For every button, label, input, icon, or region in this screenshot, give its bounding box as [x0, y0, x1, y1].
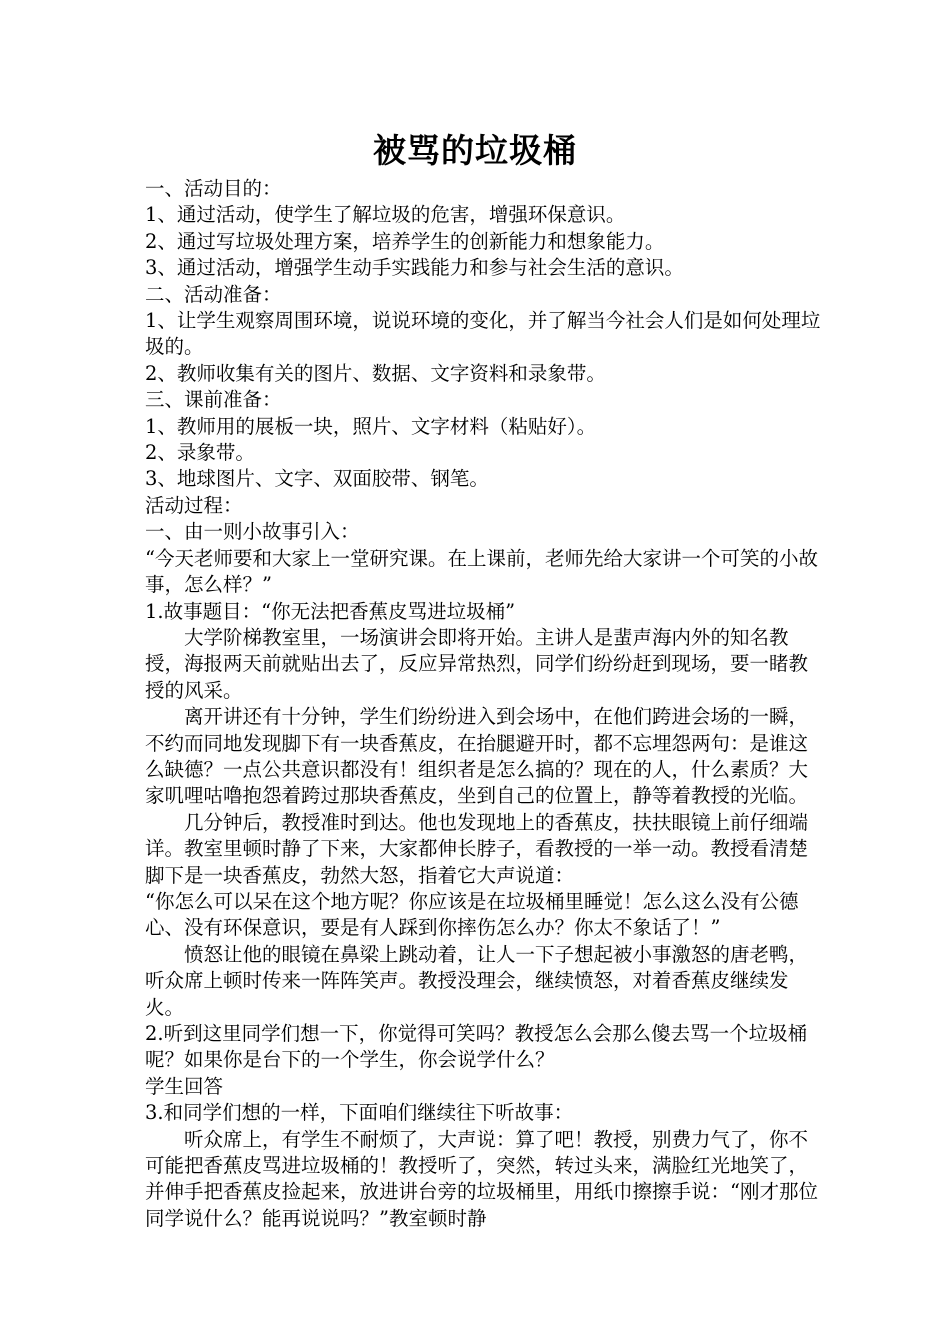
paragraph: 2.听到这里同学们想一下，你觉得可笑吗？教授怎么会那么傻去骂一个垃圾桶呢？如果你是台下的一个学生，你会说学什么？	[145, 1022, 808, 1072]
paragraph: 2、通过写垃圾处理方案，培养学生的创新能力和想象能力。	[145, 229, 665, 253]
paragraph: 活动过程：	[145, 493, 243, 517]
paragraph: 大学阶梯教室里，一场演讲会即将开始。主讲人是蜚声海内外的知名教授，海报两天前就贴出去了，反应异常热烈，同学们纷纷赶到现场，要一睹教授的风采。	[145, 625, 809, 702]
paragraph: 离开讲还有十分钟，学生们纷纷进入到会场中，在他们跨进会场的一瞬，不约而同地发现脚下有一块香蕉皮，在抬腿避开时，都不忘埋怨两句：是谁这么缺德？一点公共意识都没有！组织者是怎么搞的？现在的人，什么素质？大家叽哩咕噜抱怨着跨过那块香蕉皮，坐到自己的位置上，静等着教授的光临。	[145, 705, 809, 808]
paragraph: “你怎么可以呆在这个地方呢？你应该是在垃圾桶里睡觉！怎么这么没有公德心、没有环保意识，要是有人踩到你摔伤怎么办？你太不象话了！”	[145, 889, 799, 940]
paragraph: 1、让学生观察周围环境，说说环境的变化，并了解当今社会人们是如何处理垃圾的。	[145, 309, 821, 359]
document-title: 被骂的垃圾桶	[373, 131, 577, 170]
paragraph: 一、由一则小故事引入：	[145, 520, 360, 544]
paragraph: 3.和同学们想的一样，下面咱们继续往下听故事：	[145, 1101, 574, 1125]
paragraph: “今天老师要和大家上一堂研究课。在上课前，老师先给大家讲一个可笑的小故事，怎么样？”	[145, 546, 818, 597]
paragraph: 一、活动目的：	[145, 177, 282, 200]
paragraph: 愤怒让他的眼镜在鼻梁上跳动着，让人一下子想起被小事激怒的唐老鸭，听众席上顿时传来一阵阵笑声。教授没理会，继续愤怒，对着香蕉皮继续发火。	[145, 942, 809, 1019]
paragraph: 2、教师收集有关的图片、数据、文字资料和录象带。	[145, 361, 606, 385]
paragraph: 1、通过活动，使学生了解垃圾的危害，增强环保意识。	[145, 203, 626, 227]
paragraph: 3、通过活动，增强学生动手实践能力和参与社会生活的意识。	[145, 256, 684, 280]
paragraph: 1、教师用的展板一块，照片、文字材料（粘贴好）。	[145, 414, 597, 438]
paragraph: 学生回答	[145, 1074, 224, 1098]
paragraph: 几分钟后，教授准时到达。他也发现地上的香蕉皮，扶扶眼镜上前仔细端详。教室里顿时静了下来，大家都伸长脖子，看教授的一举一动。教授看清楚脚下是一块香蕉皮，勃然大怒，指着它大声说道：	[145, 810, 809, 887]
paragraph: 2、录象带。	[145, 441, 255, 465]
paragraph: 1.故事题目：“你无法把香蕉皮骂进垃圾桶”	[145, 599, 516, 623]
document-body	[145, 176, 825, 1232]
paragraph: 二、活动准备：	[145, 282, 282, 306]
paragraph: 听众席上，有学生不耐烦了，大声说：算了吧！教授，别费力气了，你不可能把香蕉皮骂进垃圾桶的！教授听了，突然，转过头来，满脸红光地笑了，并伸手把香蕉皮捡起来，放进讲台旁的垃圾桶里，用纸巾擦擦手说：“刚才那位同学说什么？能再说说吗？”教室顿时静	[145, 1127, 818, 1230]
paragraph: 3、地球图片、文字、双面胶带、钢笔。	[145, 467, 489, 491]
paragraph: 三、课前准备：	[145, 388, 282, 412]
